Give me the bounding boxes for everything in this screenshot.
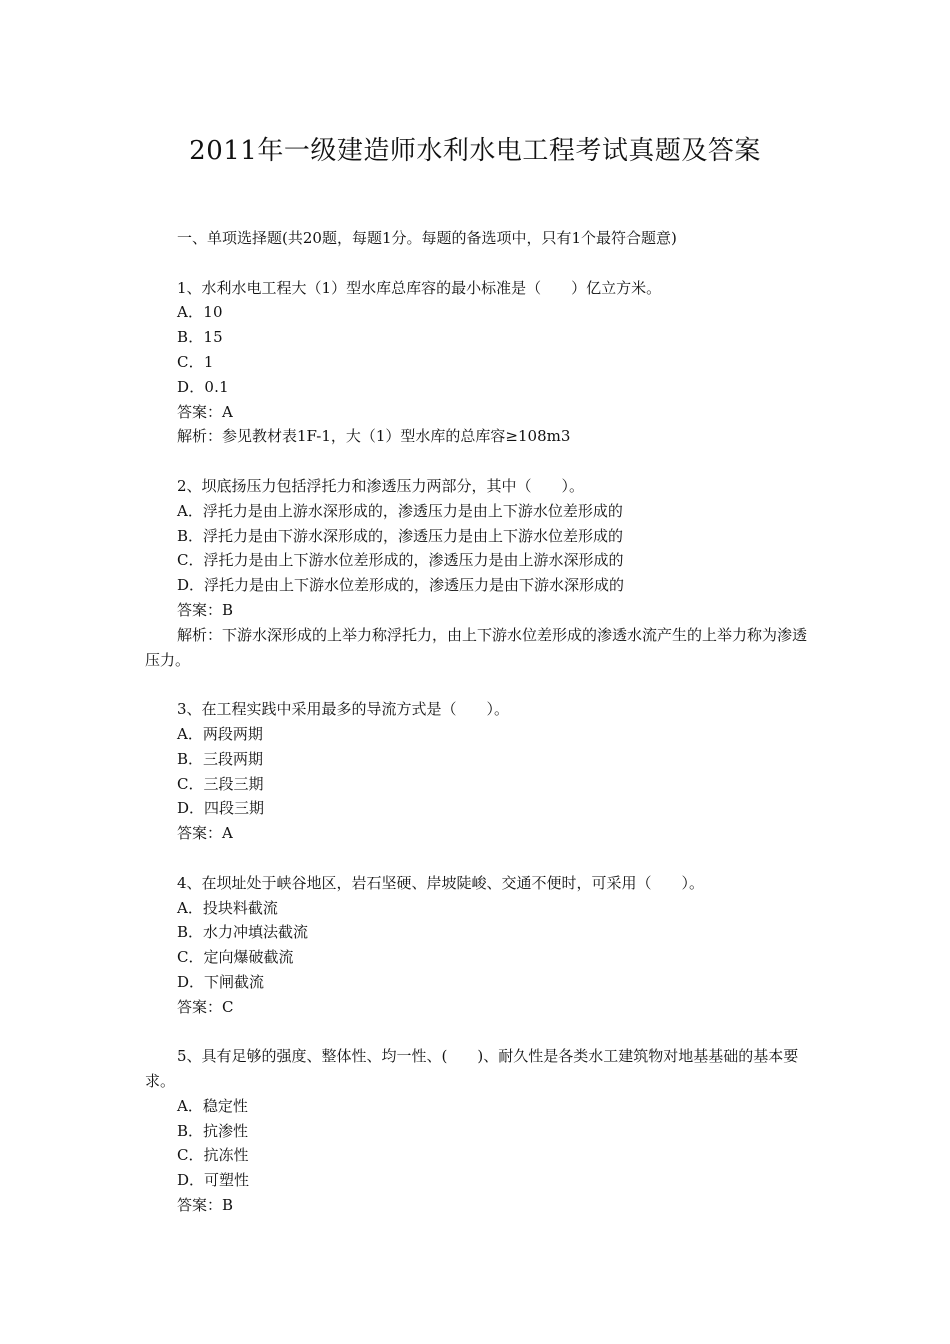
question-block [145, 474, 815, 672]
question-block [145, 871, 815, 1020]
option-c: C．1 [177, 352, 214, 371]
option-a: A．浮托力是由上游水深形成的，渗透压力是由上下游水位差形成的 [177, 501, 623, 520]
question-stem: 5、具有足够的强度、整体性、均一性、( )、耐久性是各类水工建筑物对地基基础的基本要求。 [145, 1047, 799, 1091]
option-a: A．两段两期 [177, 724, 263, 743]
document-body [145, 226, 815, 1218]
analysis: 解析：参见教材表1F-1，大（1）型水库的总库容≥108m3 [177, 427, 571, 446]
question-stem: 1、水利水电工程大（1）型水库总库容的最小标准是（ ）亿立方米。 [177, 278, 662, 297]
question-block [145, 697, 815, 846]
option-b: B．抗渗性 [177, 1121, 249, 1140]
option-c: C．三段三期 [177, 774, 264, 793]
option-b: B．三段两期 [177, 749, 264, 768]
option-b: B．浮托力是由下游水深形成的，渗透压力是由上下游水位差形成的 [177, 526, 624, 545]
option-a: A．稳定性 [177, 1096, 248, 1115]
option-d: D．下闸截流 [177, 972, 265, 991]
answer: 答案：B [177, 1196, 234, 1215]
spacer [145, 251, 815, 276]
spacer [145, 1020, 815, 1045]
spacer [145, 672, 815, 697]
option-a: A．10 [177, 303, 223, 322]
option-d: D．可塑性 [177, 1171, 250, 1190]
spacer [145, 449, 815, 474]
option-c: C．浮托力是由上下游水位差形成的，渗透压力是由上游水深形成的 [177, 551, 624, 570]
option-d: D．四段三期 [177, 799, 265, 818]
option-d: D．0.1 [177, 377, 229, 396]
answer: 答案：B [177, 600, 234, 619]
spacer [145, 846, 815, 871]
option-c: C．定向爆破截流 [177, 948, 294, 967]
option-b: B．15 [177, 328, 223, 347]
question-block [145, 1044, 815, 1218]
option-c: C．抗冻性 [177, 1146, 249, 1165]
answer: 答案：C [177, 997, 234, 1016]
question-stem: 3、在工程实践中采用最多的导流方式是（ ）。 [177, 700, 510, 719]
answer: 答案：A [177, 402, 233, 421]
question-stem: 2、坝底扬压力包括浮托力和渗透压力两部分，其中（ ）。 [177, 476, 585, 495]
analysis: 解析：下游水深形成的上举力称浮托力，由上下游水位差形成的渗透水流产生的上举力称为渗透压力。 [145, 625, 808, 669]
question-stem: 4、在坝址处于峡谷地区，岩石坚硬、岸坡陡峻、交通不便时，可采用（ ）。 [177, 873, 705, 892]
answer: 答案：A [177, 824, 233, 843]
option-a: A．投块料截流 [177, 898, 278, 917]
section-heading: 一、单项选择题(共20题，每题1分。每题的备选项中，只有1个最符合题意) [177, 229, 677, 247]
question-block [145, 276, 815, 450]
option-b: B．水力冲填法截流 [177, 923, 309, 942]
document-title: 2011年一级建造师水利水电工程考试真题及答案 [189, 136, 761, 166]
option-d: D．浮托力是由上下游水位差形成的，渗透压力是由下游水深形成的 [177, 576, 625, 595]
